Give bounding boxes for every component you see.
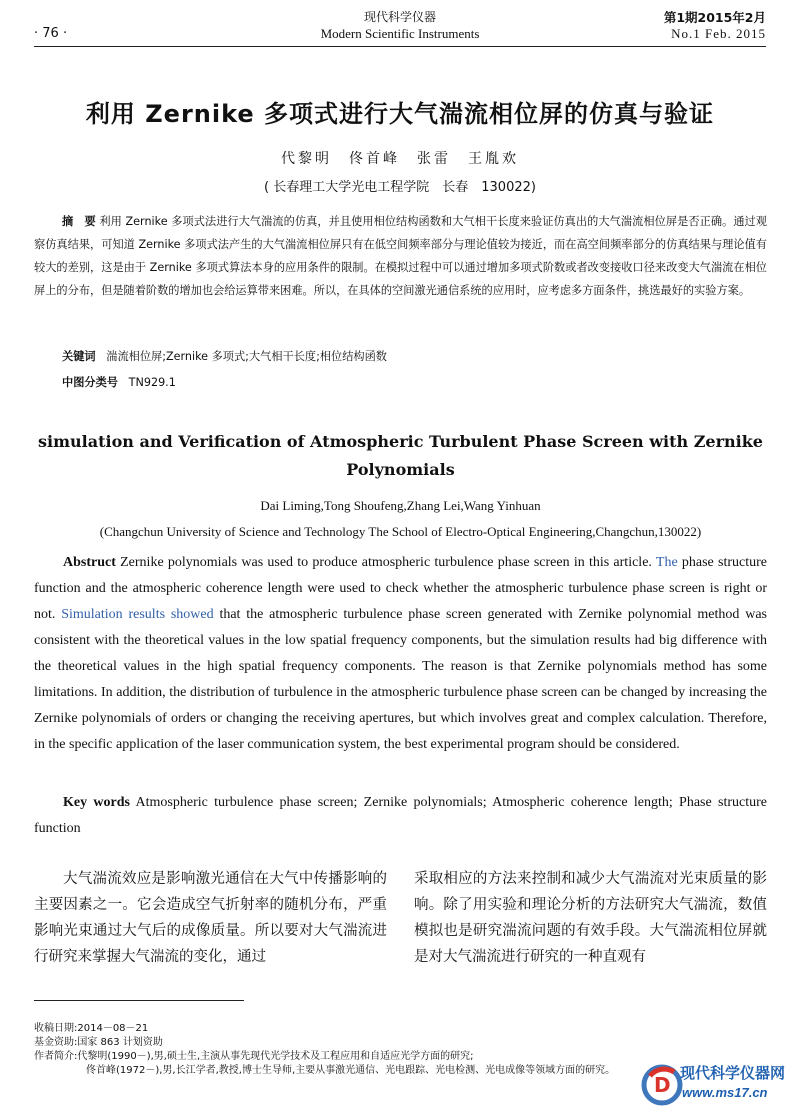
authors-cn: 代黎明 佟首峰 张雷 王胤欢 [281, 151, 519, 167]
clc-number [62, 374, 176, 390]
abstract-en-part3: that the atmospheric turbulence phase screen generated with Zernike polynomial method was consistent with the theoretical values in the low spatial frequency components, but the simulation results had big difference with the theoretical values in the high spatial frequency components. The reason is that Zernike polynomials method has some limitations. In addition, the distribution of turbulence in the atmospheric turbulence phase screen can be changed by increasing the Zernike polynomials of orders or changing the receiving apertures, but which involves great and complex calculation. Therefore, in the specific application of the laser communication system, the best experimental program should be considered. [34, 607, 767, 752]
watermark-text: 现代科学仪器网 [680, 1064, 786, 1082]
paper-title-cn: 利用 Zernike 多项式进行大气湍流相位屏的仿真与验证 [85, 100, 715, 128]
keywords-cn-label: 关键词 [62, 350, 96, 363]
journal-name-en: Modern Scientific Instruments [320, 26, 480, 41]
issue-date-en: No.1 Feb. 2015 [671, 26, 766, 41]
authors-en: Dai Liming,Tong Shoufeng,Zhang Lei,Wang Yinhuan [260, 498, 541, 513]
abstract-en-part2: phase structure function and the atmospheric coherence length were used to check whether the atmospheric turbulence phase screen is right or not. [34, 555, 767, 622]
footnote-bio-1: 作者简介:代黎明(1990－),男,硕士生,主演从事先现代光学技术及工程应用和自适应光学方面的研究; [34, 1051, 474, 1062]
svg-text:D: D [654, 1073, 671, 1097]
abstract-en-link-the[interactable]: The [655, 555, 678, 570]
affiliation-cn: ( 长春理工大学光电工程学院 长春 130022) [264, 180, 536, 195]
abstract-cn-label: 摘 要 [62, 215, 96, 228]
abstract-en-label: Abstruct [63, 555, 116, 570]
watermark-url[interactable]: www.ms17.cn [682, 1085, 768, 1100]
keywords-en [34, 790, 767, 842]
keywords-cn [62, 348, 387, 364]
affiliation-en: (Changchun University of Science and Technology The School of Electro-Optical Engineering,Changchun,130022) [99, 524, 702, 539]
paper-title-en-line2: Polynomials [346, 460, 455, 479]
header-rule [34, 46, 766, 47]
abstract-en [34, 550, 767, 758]
keywords-en-text: Atmospheric turbulence phase screen; Zernike polynomials; Atmospheric coherence length; Phase structure function [34, 795, 767, 836]
clc-label: 中图分类号 [62, 376, 118, 389]
footnote-bio-2: 佟首峰(1972－),男,长江学者,教授,博士生导师,主要从事激光通信、光电跟踪、光电检测、光电成像等领域方面的研究。 [86, 1065, 616, 1076]
clc-value: TN929.1 [128, 376, 176, 389]
footnote-received: 收稿日期:2014－08－21 [34, 1023, 149, 1034]
abstract-en-part1: Zernike polynomials was used to produce atmospheric turbulence phase screen in this article. [115, 555, 656, 570]
keywords-en-label: Key words [63, 795, 130, 810]
abstract-cn-text: 利用 Zernike 多项式法进行大气湍流的仿真，并且使用相位结构函数和大气相干长度来验证仿真出的大气湍流相位屏是否正确。通过观察仿真结果，可知道 Zernike 多项式法产生的大气湍流相位屏只有在低空间频率部分与理论值较为接近，而在高空间频率部分的仿真结果与理论值有较大的差别，这是由于 Zernike 多项式算法本身的应用条件的限制。在模拟过程中可以通过增加多项式阶数或者改变接收口径来改变大气湍流在相位屏上的分布，但是随着阶数的增加也会给运算带来困难。所以，在具体的空间激光通信系统的应用时，应考虑多方面条件，挑选最好的实验方案。 [34, 215, 767, 297]
paper-title-en [34, 428, 767, 484]
footnote-fund: 基金资助:国家 863 计划资助 [34, 1037, 163, 1048]
footnote-rule [34, 1000, 244, 1001]
body-column-left: 大气湍流效应是影响激光通信在大气中传播影响的主要因素之一。它会造成空气折射率的随机分布，严重影响光束通过大气后的成像质量。所以要对大气湍流进行研究来掌握大气湍流的变化，通过 [34, 871, 387, 965]
keywords-cn-text: 湍流相位屏;Zernike 多项式;大气相干长度;相位结构函数 [106, 350, 387, 363]
issue-date-cn: 第1期2015年2月 [663, 10, 766, 25]
body-column-right: 采取相应的方法来控制和减少大气湍流对光束质量的影响。除了用实验和理论分析的方法研究大气湍流，数值模拟也是研究湍流问题的有效手段。大气湍流相位屏就是对大气湍流进行研究的一种直观有 [414, 871, 767, 965]
journal-name-cn: 现代科学仪器 [363, 10, 436, 24]
page-number: · 76 · [34, 26, 68, 41]
abstract-en-link-simulation[interactable]: Simulation results showed [61, 607, 214, 622]
paper-title-en-line1: simulation and Verification of Atmospheric Turbulent Phase Screen with Zernike [38, 432, 763, 451]
abstract-cn [34, 210, 767, 302]
